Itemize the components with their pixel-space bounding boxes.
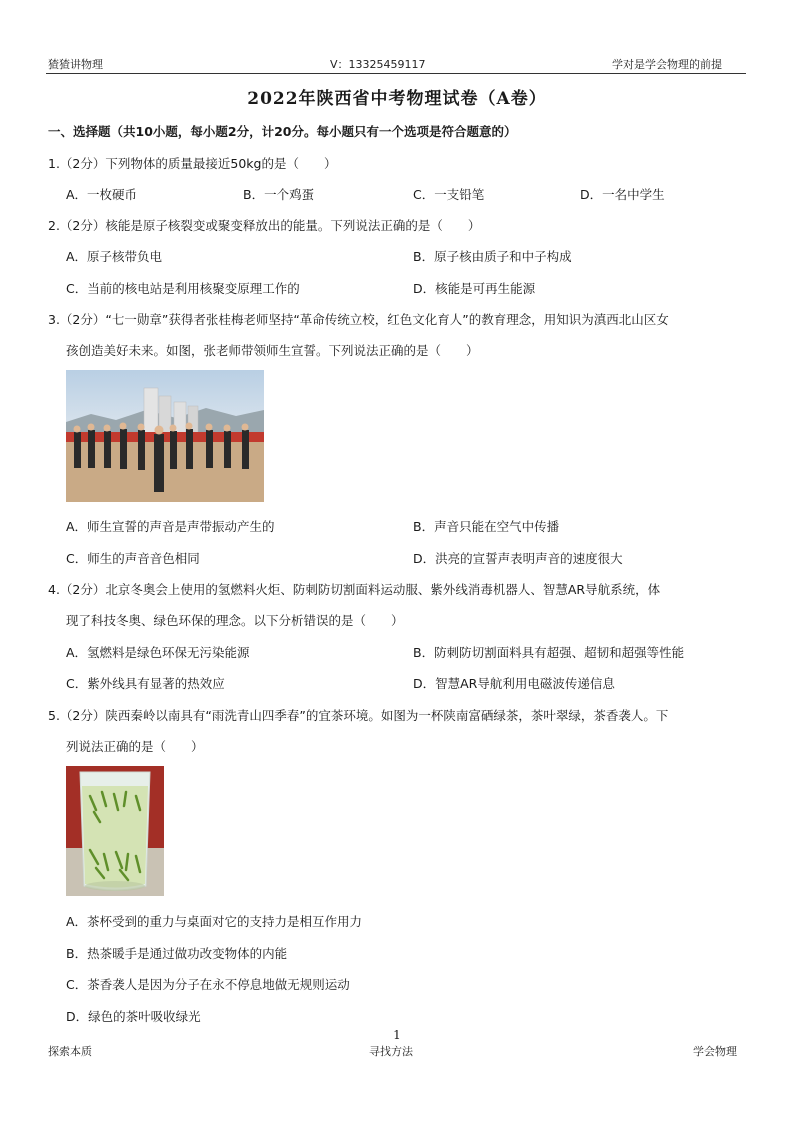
question-2-option-b: B．原子核由质子和中子构成: [413, 249, 572, 264]
question-5-option-b: B．热茶暖手是通过做功改变物体的内能: [66, 946, 288, 961]
tea-cup-image: [66, 766, 164, 896]
header-left: 猹猹讲物理: [48, 58, 103, 71]
footer-left: 探索本质: [48, 1045, 92, 1058]
question-3-stem-cont: 孩创造美好未来。如图，张老师带领师生宣誓。下列说法正确的是（ ）: [66, 343, 479, 358]
question-4-option-a: A．氢燃料是绿色环保无污染能源: [66, 645, 250, 660]
question-4-option-d: D．智慧AR导航利用电磁波传递信息: [413, 676, 615, 691]
question-3-option-a: A．师生宣誓的声音是声带振动产生的: [66, 519, 275, 534]
question-4-option-c: C．紫外线具有显著的热效应: [66, 676, 225, 691]
question-5-stem-cont: 列说法正确的是（ ）: [66, 739, 204, 754]
footer-center: 寻找方法: [369, 1045, 413, 1058]
question-5-option-d: D．绿色的茶叶吸收绿光: [66, 1009, 201, 1024]
question-1-option-c: C．一支铅笔: [413, 187, 485, 202]
question-1-option-b: B．一个鸡蛋: [243, 187, 315, 202]
section-heading: 一、选择题（共10小题，每小题2分，计20分。每小题只有一个选项是符合题意的）: [48, 124, 517, 139]
question-2-option-d: D．核能是可再生能源: [413, 281, 536, 296]
question-2-option-c: C．当前的核电站是利用核聚变原理工作的: [66, 281, 300, 296]
question-4-stem: 4.（2分）北京冬奥会上使用的氢燃料火炬、防刺防切割面料运动服、紫外线消毒机器人、智慧AR导航系统，体: [48, 582, 661, 597]
question-2-stem: 2.（2分）核能是原子核裂变或聚变释放出的能量。下列说法正确的是（ ）: [48, 218, 481, 233]
oath-photo: [66, 370, 264, 502]
page-title: 2022年陕西省中考物理试卷（A卷）: [247, 89, 547, 109]
tea-cup-photo: [66, 766, 164, 896]
question-3-option-b: B．声音只能在空气中传播: [413, 519, 560, 534]
header-right: 学对是学会物理的前提: [612, 58, 722, 71]
question-1-option-d: D．一名中学生: [580, 187, 665, 202]
header-divider: [46, 73, 746, 74]
question-3-option-c: C．师生的声音音色相同: [66, 551, 200, 566]
question-5-option-a: A．茶杯受到的重力与桌面对它的支持力是相互作用力: [66, 914, 363, 929]
question-1-stem: 1.（2分）下列物体的质量最接近50kg的是（ ）: [48, 156, 337, 171]
header-center: V：13325459117: [330, 58, 426, 71]
question-5-stem: 5.（2分）陕西秦岭以南具有“雨洗青山四季春”的宜茶环境。如图为一杯陕南富硒绿茶，茶叶翠绿，茶香袭人。下: [48, 708, 669, 723]
page-number: 1: [393, 1028, 401, 1042]
question-2-option-a: A．原子核带负电: [66, 249, 163, 264]
question-5-option-c: C．茶香袭人是因为分子在永不停息地做无规则运动: [66, 977, 350, 992]
question-4-option-b: B．防刺防切割面料具有超强、超韧和超强等性能: [413, 645, 685, 660]
question-3-option-d: D．洪亮的宣誓声表明声音的速度很大: [413, 551, 623, 566]
footer-right: 学会物理: [693, 1045, 737, 1058]
question-3-stem: 3.（2分）“七一勋章”获得者张桂梅老师坚持“革命传统立校，红色文化育人”的教育理念，用知识为滇西北山区女: [48, 312, 669, 327]
question-1-option-a: A．一枚硬币: [66, 187, 138, 202]
oath-photo-image: [66, 370, 264, 502]
question-4-stem-cont: 现了科技冬奥、绿色环保的理念。以下分析错误的是（ ）: [66, 613, 404, 628]
